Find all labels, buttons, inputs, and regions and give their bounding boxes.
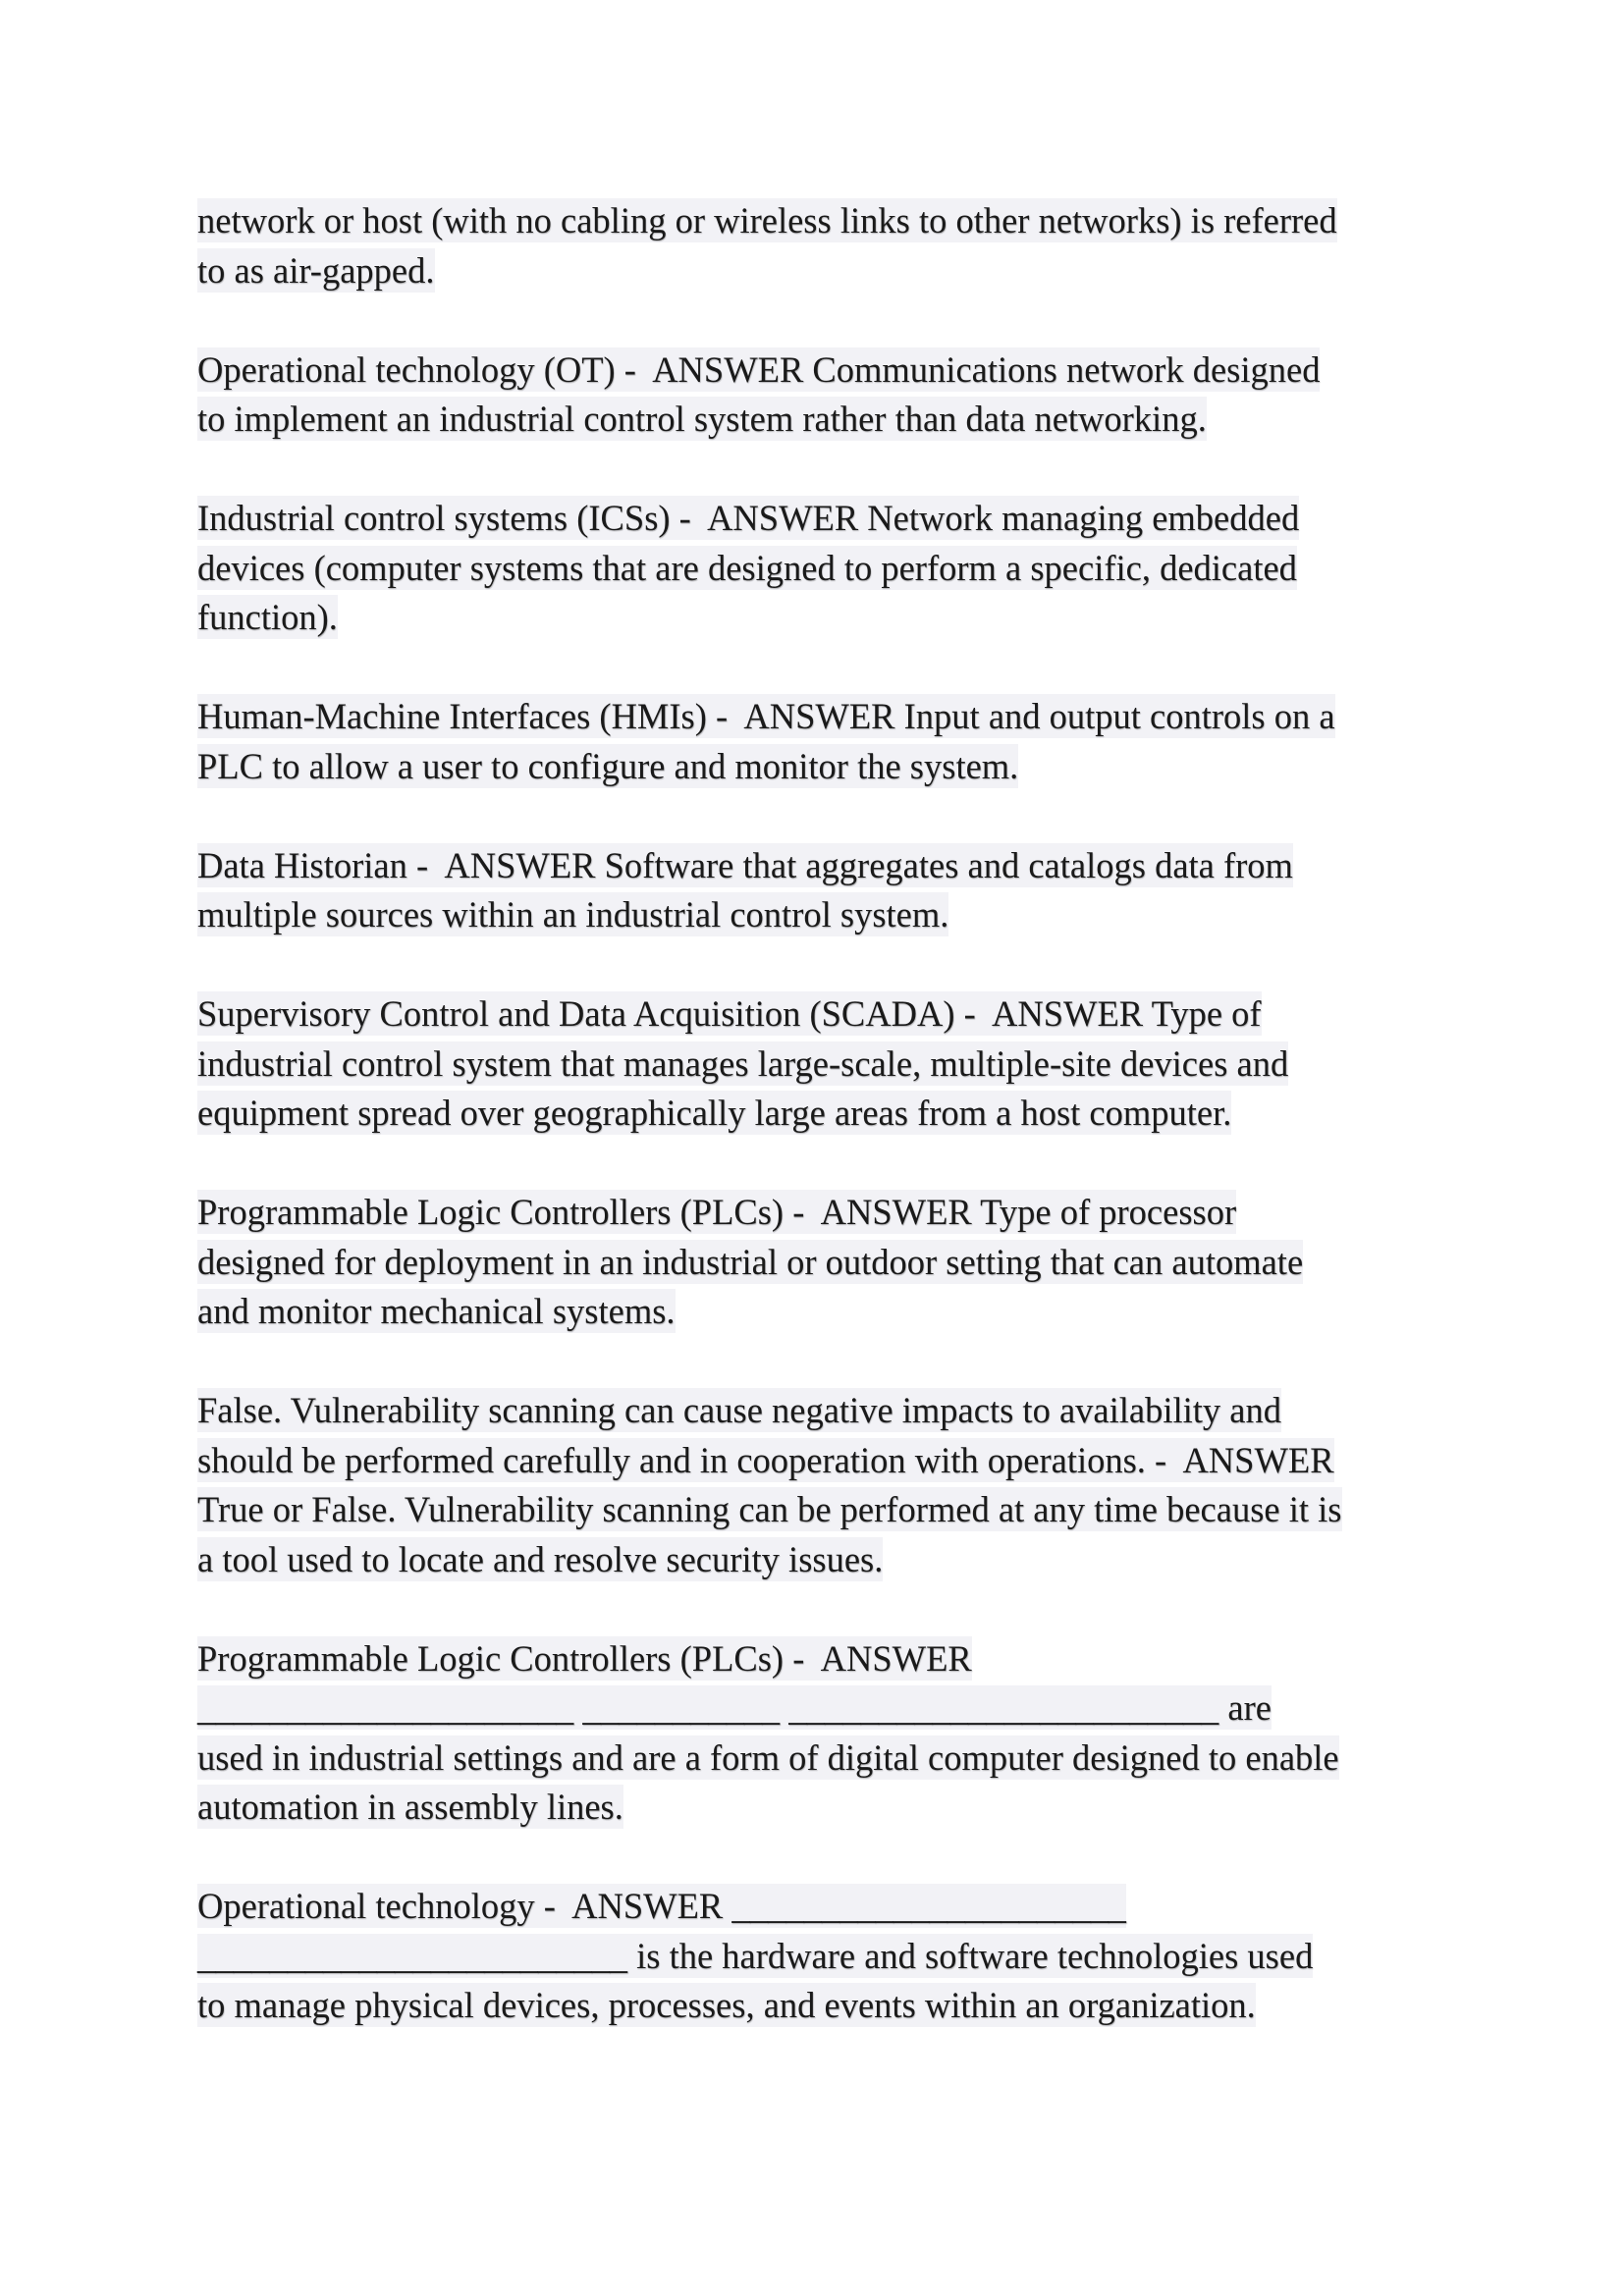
text-line: and monitor mechanical systems. (197, 1291, 676, 1331)
text-line: PLC to allow a user to configure and monitor the system. (197, 745, 1019, 786)
text-line: ________________________ is the hardware and software technologies used (197, 1935, 1314, 1976)
text-line: Operational technology - ANSWER ______________________ (197, 1886, 1126, 1926)
text-line: automation in assembly lines. (197, 1787, 623, 1827)
text-line: Human-Machine Interfaces (HMIs) - ANSWER Input and output controls on a (197, 696, 1335, 736)
paragraph-plc (197, 1188, 1444, 1337)
paragraph-scada (197, 989, 1444, 1139)
text-line: should be performed carefully and in cooperation with operations. - ANSWER (197, 1439, 1334, 1480)
paragraph-plc-fill-in (197, 1634, 1444, 1833)
text-line: devices (computer systems that are designed to perform a specific, dedicated (197, 547, 1297, 588)
paragraph-vulnerability-scanning (197, 1386, 1444, 1584)
paragraph-industrial-control-systems (197, 494, 1444, 643)
text-line: Programmable Logic Controllers (PLCs) - ANSWER (197, 1637, 972, 1679)
paragraph-data-historian (197, 841, 1444, 940)
paragraph-hmi (197, 692, 1444, 791)
text-line: to as air-gapped. (197, 249, 435, 291)
text-line: multiple sources within an industrial control system. (197, 894, 949, 934)
text-line: Programmable Logic Controllers (PLCs) - ANSWER Type of processor (197, 1192, 1237, 1232)
text-line: a tool used to locate and resolve security issues. (197, 1538, 884, 1579)
paragraph-air-gapped (197, 196, 1444, 295)
paragraph-operational-technology (197, 346, 1444, 445)
text-line: Operational technology (OT) - ANSWER Communications network designed (197, 348, 1321, 390)
text-line: used in industrial settings and are a form of digital computer designed to enable (197, 1736, 1339, 1778)
text-line: to manage physical devices, processes, and events within an organization. (197, 1985, 1256, 2025)
text-line: designed for deployment in an industrial or outdoor setting that can automate (197, 1241, 1304, 1282)
text-line: Supervisory Control and Data Acquisition (SCADA) - ANSWER Type of (197, 993, 1262, 1034)
text-line: Data Historian - ANSWER Software that aggregates and catalogs data from (197, 844, 1293, 885)
text-line: True or False. Vulnerability scanning can be performed at any time because it is (197, 1489, 1342, 1529)
text-line: _____________________ ___________ ________________________ are (197, 1687, 1272, 1728)
text-line: function). (197, 597, 338, 637)
document-page (197, 196, 1444, 2080)
paragraph-ot-fill-in (197, 1882, 1444, 2031)
text-line: equipment spread over geographically large areas from a host computer. (197, 1093, 1232, 1133)
text-line: to implement an industrial control system rather than data networking. (197, 399, 1207, 439)
text-line: False. Vulnerability scanning can cause negative impacts to availability and (197, 1390, 1281, 1430)
text-line: network or host (with no cabling or wireless links to other networks) is referred (197, 200, 1337, 240)
text-line: industrial control system that manages large-scale, multiple-site devices and (197, 1042, 1289, 1084)
text-line: Industrial control systems (ICSs) - ANSWER Network managing embedded (197, 498, 1300, 538)
